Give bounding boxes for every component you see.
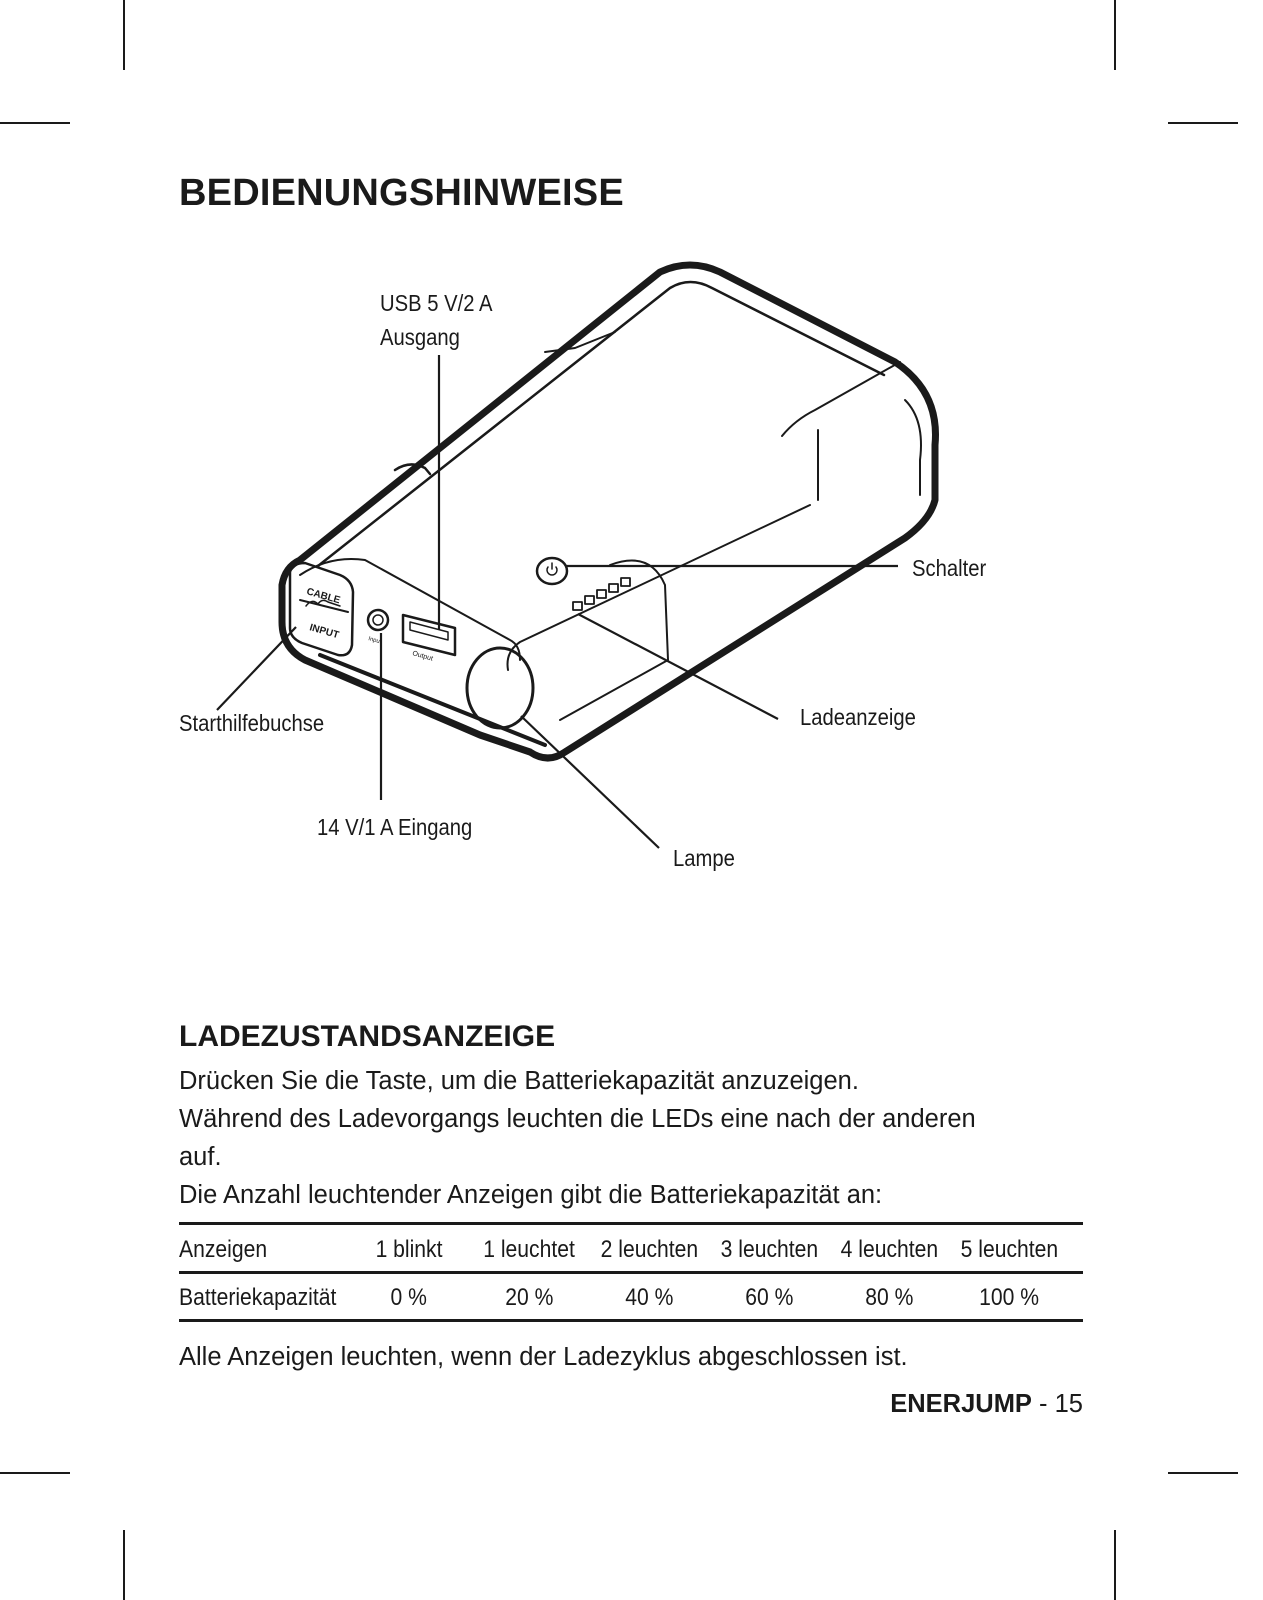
device-label-cable: CABLE xyxy=(305,586,342,607)
page-footer xyxy=(890,1390,1083,1419)
paragraph: Drücken Sie die Taste, um die Batteriekapazität anzuzeigen. xyxy=(179,1067,859,1095)
callout-switch: Schalter xyxy=(912,555,987,581)
table-cell: 20 % xyxy=(504,1284,554,1311)
table-cell: 100 % xyxy=(979,1284,1039,1311)
callout-usb-output: Ausgang xyxy=(380,324,460,350)
section-heading: LADEZUSTANDSANZEIGE xyxy=(179,1020,556,1053)
table-header-cell: 2 leuchten xyxy=(600,1236,698,1263)
paragraph: Während des Ladevorgangs leuchten die LEDs eine nach der anderen xyxy=(179,1105,976,1133)
callout-lamp: Lampe xyxy=(673,845,735,871)
table-header-cell: 1 blinkt xyxy=(375,1236,443,1263)
table-header-cell: 1 leuchtet xyxy=(483,1236,575,1263)
page-number: 15 xyxy=(1054,1390,1083,1418)
completion-note: Alle Anzeigen leuchten, wenn der Ladezyklus abgeschlossen ist. xyxy=(179,1343,908,1371)
table-header-row xyxy=(179,1226,1083,1274)
table-row xyxy=(179,1274,1083,1322)
table-cell: 40 % xyxy=(624,1284,674,1311)
table-rule-bottom xyxy=(179,1319,1083,1322)
crop-mark xyxy=(0,1472,70,1474)
table-cell: 60 % xyxy=(744,1284,794,1311)
device-label-input-small: Input xyxy=(367,636,382,646)
table-header-cell: 4 leuchten xyxy=(840,1236,938,1263)
callout-jump-socket: Starthilfebuchse xyxy=(179,710,325,736)
crop-mark xyxy=(1114,1530,1116,1600)
callout-usb: USB 5 V/2 A xyxy=(380,290,493,316)
crop-mark xyxy=(123,1530,125,1600)
device-label-output: Output xyxy=(411,650,434,663)
table-header-cell: Anzeigen xyxy=(179,1236,268,1263)
device-label-input: INPUT xyxy=(308,622,341,642)
page-title: BEDIENUNGSHINWEISE xyxy=(179,172,624,214)
callout-indicator: Ladeanzeige xyxy=(800,704,916,730)
footer-separator: - xyxy=(1031,1390,1055,1418)
table-rule-top xyxy=(179,1222,1083,1225)
table-cell: Batteriekapazität xyxy=(179,1284,337,1311)
crop-mark xyxy=(1168,1472,1238,1474)
table-header-cell: 3 leuchten xyxy=(720,1236,818,1263)
paragraph: auf. xyxy=(179,1143,222,1171)
leader-jump-socket xyxy=(217,627,296,710)
footer-brand: ENERJUMP xyxy=(890,1390,1032,1418)
table-cell: 0 % xyxy=(390,1284,428,1311)
paragraph: Die Anzahl leuchtender Anzeigen gibt die Batteriekapazität an: xyxy=(179,1181,883,1209)
table-header-cell: 5 leuchten xyxy=(960,1236,1058,1263)
callout-input: 14 V/1 A Eingang xyxy=(317,814,473,840)
table-rule-middle xyxy=(179,1271,1083,1274)
table-cell: 80 % xyxy=(864,1284,914,1311)
